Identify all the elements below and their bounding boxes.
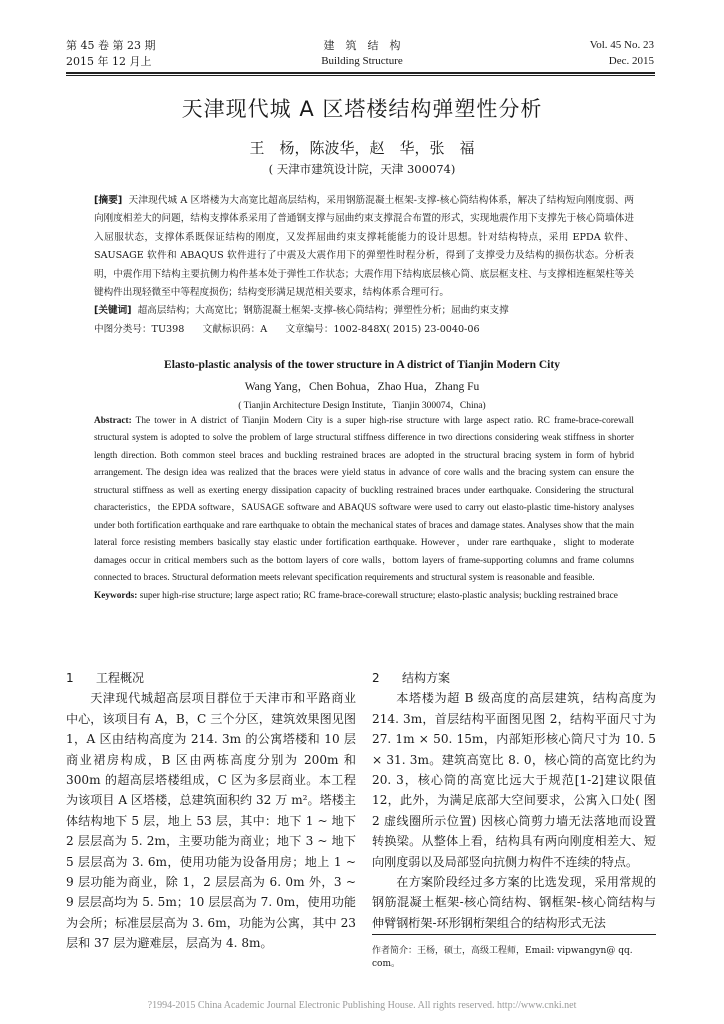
section-2-heading: [372, 668, 656, 688]
section-2-paragraph-1: 本塔楼为超 B 级高度的高层建筑，结构高度为 214. 3m，首层结构平面图见图 2，结构平面尺寸为 27. 1m × 50. 15m，内部矩形核心筒尺寸为 10. 5 × 31. 3m。建筑高宽比 8. 0，核心筒的高宽比约为 20. 3，核心筒的高宽比远大于规范[1-2]建议限值 12，此外，为满足底部大空间要求，公寓入口处( 图 2 虚线圈所示位置) 因核心筒剪力墙无法落地而设置转换梁。从整体上看，结构具有两向刚度相差大、短向刚度弱以及局部竖向抗侧力构件不连续的特点。: [372, 691, 656, 869]
section-2-number: 2: [372, 671, 380, 685]
section-1-title: 工程概况: [96, 671, 145, 685]
abstract-en-text: The tower in A district of Tianjin Modern City is a super high-rise structure with large aspect ratio. RC frame-brace-corewall structural system is adopted to solve the problem of large structural stiffness difference in two directions considering weak stiffness in shorter length direction. Both common steel braces and buckling restrained braces are adopted in the structural bracing system in form of hybrid arrangement. The design idea was realized that the braces were yield status in advance of core walls and the bracing system can ensure the structural stiffness as well as exerting energy dissipation capacity of buckling restrained braces under earthquake. Considering the structural characteristics，the EPDA software，SAUSAGE software and ABAQUS software were used to carry out elasto-plastic time-history analyses under both fortification earthquake and rare earthquake to obtain the mechanical states of braces and damage states. Analyses show that the main lateral force resisting members basically stay elastic under fortification earthquake. However，under rare earthquake，slight to moderate damages occur in critical members such as the bottom layers of core walls，bottom layers of frame-supporting columns and frame columns connected to braces. Structural deformation meets relevant specification requirements and structural system is reasonable and feasible.: [94, 416, 634, 584]
header-date-en: Dec. 2015: [608, 55, 654, 67]
section-2-title: 结构方案: [402, 671, 451, 685]
abstract-en-label: Abstract:: [94, 416, 132, 426]
header-volume: 第 45 卷 第 23 期: [66, 39, 156, 52]
keywords-en: super high-rise structure; large aspect ratio; RC frame-brace-corewall structure; elasto-plastic analysis; buckling restrained brace: [139, 590, 618, 601]
keywords-cn: 超高层结构；大高宽比；钢筋混凝土框架-支撑-核心筒结构；弹塑性分析；屈曲约束支撑: [137, 305, 509, 317]
section-2-paragraph-2: 在方案阶段经过多方案的比选发现，采用常规的钢筋混凝土框架-核心筒结构、钢框架-核心筒结构与伸臂钢桁架-环形钢桁架组合的结构形式无法: [372, 875, 656, 930]
english-authors: Wang Yang，Chen Bohua，Zhao Hua，Zhang Fu: [244, 381, 480, 393]
column-left: [66, 668, 356, 954]
header-rule: [66, 72, 655, 74]
clc-number: 中图分类号：TU398: [94, 323, 185, 335]
author-note: 作者简介：王杨，硕士，高级工程师，Email: vipwangyn@ qq. com。: [372, 946, 633, 969]
header-journal-cn: 建 筑 结 构: [323, 39, 401, 52]
article-number: 文章编号：1002-848X( 2015) 23-0040-06: [285, 323, 480, 335]
column-right: [372, 668, 656, 933]
abstract-cn-text: 天津现代城 A 区塔楼为大高宽比超高层结构，采用钢筋混凝土框架-支撑-核心筒结构体系，解决了结构短向刚度弱、两向刚度相差大的问题，结构支撑体系采用了普通钢支撑与屈曲约束支撑混合布置的形式，实现地震作用下支撑先于核心筒墙体进入屈服状态，支撑体系既保证结构的刚度，又发挥屈曲约束支撑耗能能力的设计思想。针对结构特点，采用 EPDA 软件、SAUSAGE 软件和 ABAQUS 软件进行了中震及大震作用下的弹塑性时程分析，得到了支撑受力及结构的损伤状态。分析表明，中震作用下结构主要抗侧力构件基本处于弹性工作状态；大震作用下结构底层核心筒、底层框支柱、与支撑相连框架柱等关键构件出现轻微至中等程度损伤；结构变形满足规范相关要求，结构体系合理可行。: [94, 195, 634, 299]
english-affiliation: ( Tianjin Architecture Design Institute，Tianjin 300074，China): [238, 401, 486, 411]
english-title: Elasto-plastic analysis of the tower structure in A district of Tianjin Modern City: [164, 359, 560, 371]
section-1-paragraph: 天津现代城超高层项目群位于天津市和平路商业中心，该项目有 A，B，C 三个分区，建筑效果图见图 1，A 区由结构高度为 214. 3m 的公寓塔楼和 10 层商业裙房构成，B 区由两栋高度分别为 200m 和 300m 的超高层塔楼组成，C 区为多层商业。本工程为该项目 A 区塔楼，总建筑面积约 32 万 m²。塔楼主体结构地下 5 层，地上 53 层，其中：地下 1 ~ 地下 2 层层高为 5. 2m，主要功能为商业；地下 3 ~ 地下 5 层层高为 3. 6m，使用功能为设备用房；地上 1 ~ 9 层功能为商业，除 1，2 层层高为 6. 0m 外，3 ~ 9 层层高均为 5. 5m；10 层层高为 7. 0m，使用功能为会所；标准层层高为 3. 6m，功能为公寓，其中 23 层和 37 层为避难层，层高为 4. 8m。: [66, 691, 356, 951]
section-1-heading: [66, 668, 356, 688]
cnki-footer: ?1994-2015 China Academic Journal Electronic Publishing House. All rights reserved. http://www.cnki.net: [147, 1000, 577, 1011]
header-journal-en: Building Structure: [321, 55, 403, 67]
footnote-rule: [372, 934, 656, 935]
header-date: 2015 年 12 月上: [66, 55, 152, 68]
abstract-cn-label: [摘要]: [94, 195, 123, 206]
paper-title: 天津现代城 A 区塔楼结构弹塑性分析: [181, 97, 543, 121]
keywords-en-label: Keywords:: [94, 590, 138, 601]
keywords-cn-label: [关键词]: [94, 305, 132, 317]
abstract-cn: [94, 192, 634, 339]
header-rule-thin: [66, 75, 655, 76]
section-1-number: 1: [66, 671, 74, 685]
abstract-en: [94, 413, 634, 605]
doc-code: 文献标识码：A: [202, 323, 268, 335]
paper-authors: 王 杨，陈波华，赵 华，张 福: [249, 139, 475, 157]
paper-affiliation: ( 天津市建筑设计院，天津 300074): [268, 162, 456, 176]
header-volume-en: Vol. 45 No. 23: [589, 39, 654, 51]
